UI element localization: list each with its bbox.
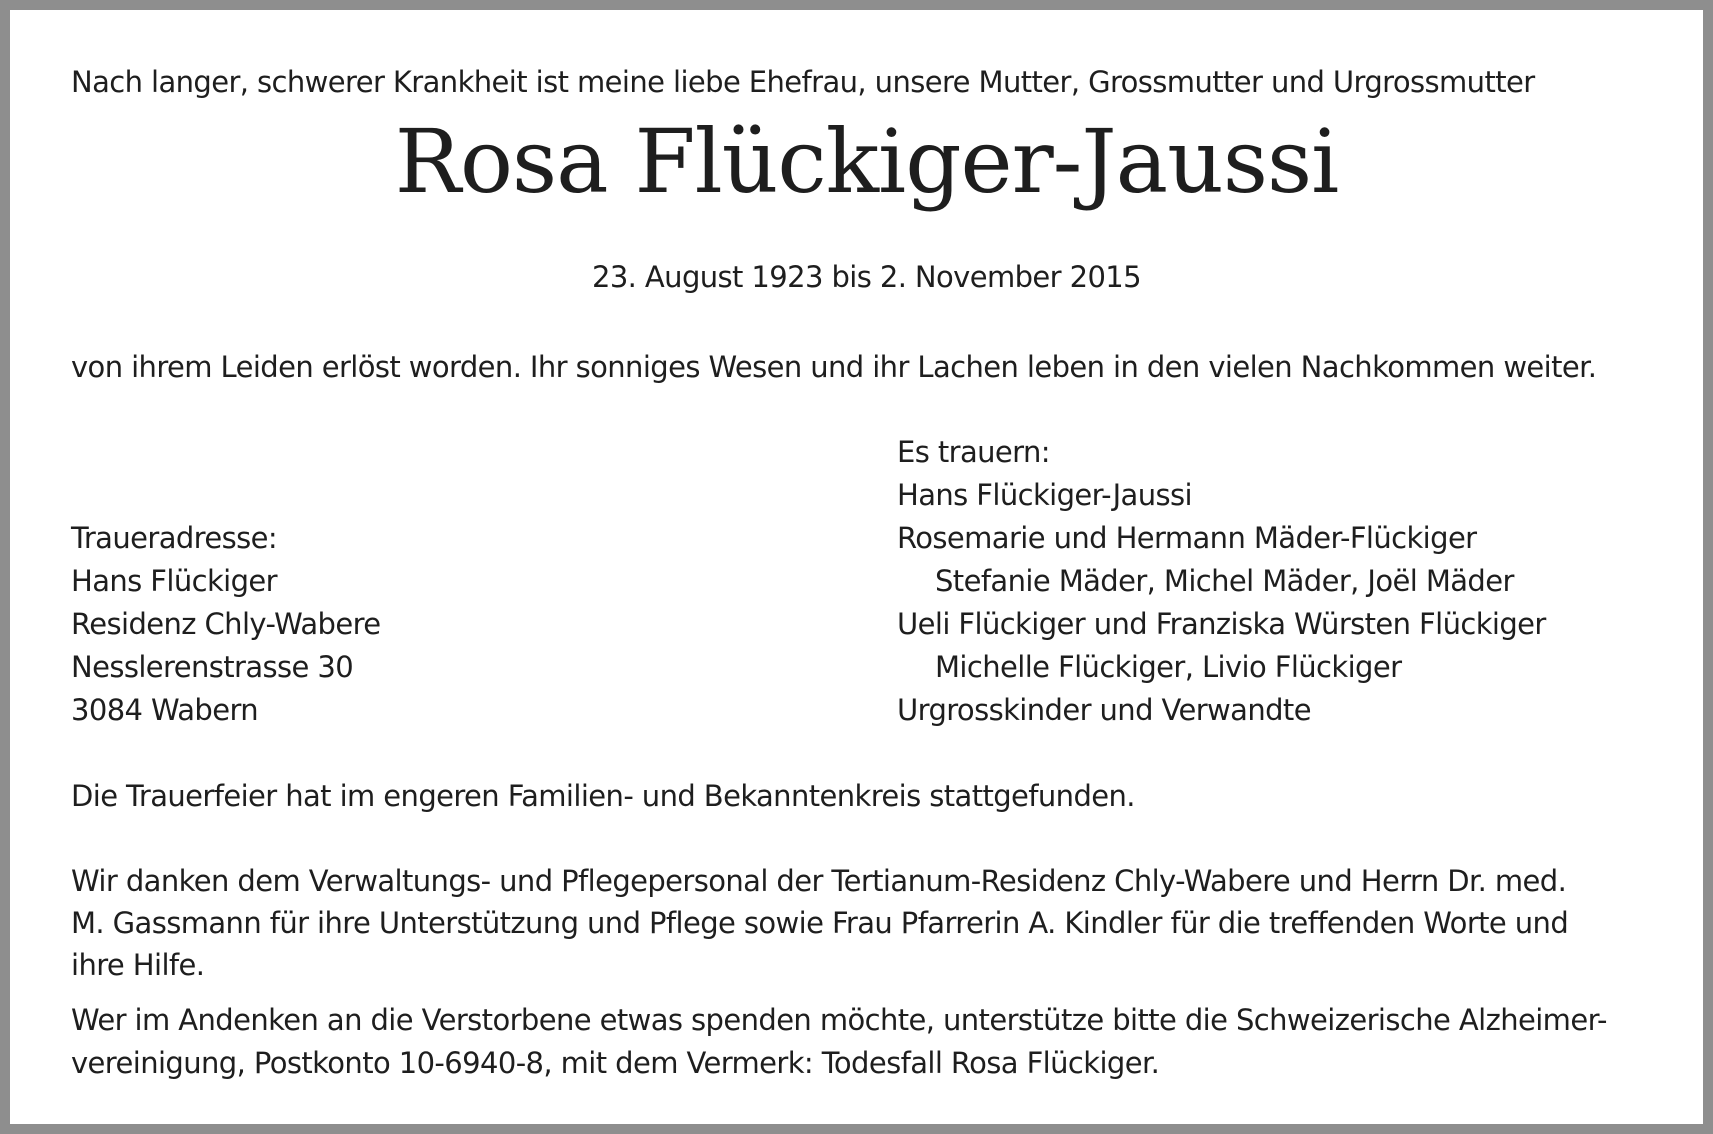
ceremony-text: Die Trauerfeier hat im engeren Familien- und Bekanntenkreis stattgefunden.	[71, 779, 1135, 813]
thanks-line: ihre Hilfe.	[71, 948, 205, 982]
mourner-line: Rosemarie und Hermann Mäder-Flückiger	[897, 521, 1477, 555]
address-heading: Traueradresse:	[71, 521, 278, 555]
address-line: Hans Flückiger	[71, 564, 277, 598]
mourner-line: Hans Flückiger-Jaussi	[897, 478, 1192, 512]
address-line: 3084 Wabern	[71, 693, 259, 727]
mourner-line-indented: Stefanie Mäder, Michel Mäder, Joël Mäder	[935, 564, 1514, 598]
mourners-heading: Es trauern:	[897, 435, 1050, 469]
mourner-line: Ueli Flückiger und Franziska Würsten Flückiger	[897, 607, 1546, 641]
intro-text: Nach langer, schwerer Krankheit ist meine liebe Ehefrau, unsere Mutter, Grossmutter und Urgrossmutter	[71, 65, 1535, 99]
address-line: Residenz Chly-Wabere	[71, 607, 381, 641]
mourner-line: Urgrosskinder und Verwandte	[897, 693, 1311, 727]
thanks-line: Wir danken dem Verwaltungs- und Pflegepersonal der Tertianum-Residenz Chly-Wabere und Herrn Dr. med.	[71, 864, 1567, 898]
donation-line: Wer im Andenken an die Verstorbene etwas spenden möchte, unterstütze bitte die Schweizerische Alzheimer-	[71, 1003, 1607, 1037]
donation-line: vereinigung, Postkonto 10-6940-8, mit dem Vermerk: Todesfall Rosa Flückiger.	[71, 1046, 1160, 1080]
continuation-text: von ihrem Leiden erlöst worden. Ihr sonniges Wesen und ihr Lachen leben in den vielen Nachkommen weiter.	[71, 350, 1597, 384]
address-line: Nesslerenstrasse 30	[71, 650, 354, 684]
mourner-line-indented: Michelle Flückiger, Livio Flückiger	[935, 650, 1402, 684]
thanks-line: M. Gassmann für ihre Unterstützung und Pflege sowie Frau Pfarrerin A. Kindler für die treffenden Worte und	[71, 906, 1569, 940]
life-dates: 23. August 1923 bis 2. November 2015	[591, 260, 1142, 294]
deceased-name: Rosa Flückiger-Jaussi	[394, 110, 1339, 213]
